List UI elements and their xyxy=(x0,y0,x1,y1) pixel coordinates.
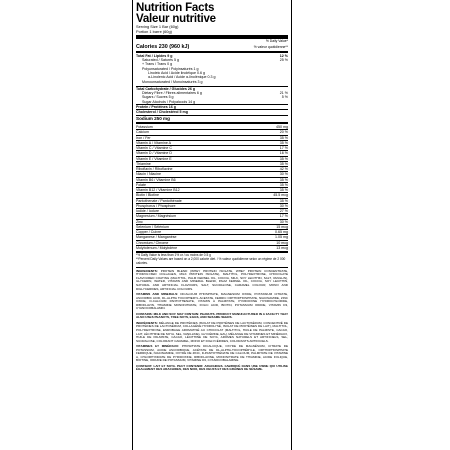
vitamin-name: Vitamin B12 / Vitamine B12 xyxy=(136,188,180,193)
carb-row-pct xyxy=(266,100,288,104)
vitamin-row xyxy=(136,135,288,140)
vitamin-name: Magnesium / Magnésium xyxy=(136,214,177,219)
vitamin-row xyxy=(136,198,288,203)
vitamin-name: Potassium xyxy=(136,125,153,130)
serving-size-fr: Portion 1 barre (60g) xyxy=(136,28,172,34)
fat-row-name: Polyunsaturated / Polyinsaturés 1 g xyxy=(142,66,199,71)
fat-row-name: α-Linolenic Acid / Acide α-linolénique 0.3 g xyxy=(148,75,216,80)
fat-row-pct: 12 % xyxy=(279,53,288,58)
nutrition-label xyxy=(132,0,292,450)
fat-row-name: Total Fat / Lipides 9 g xyxy=(136,53,173,58)
calories-row xyxy=(136,44,288,50)
vitamin-value: 35 % xyxy=(279,177,288,182)
ingredients-en-heading: INGREDIENTS: xyxy=(136,268,158,273)
vitamin-name: Zinc xyxy=(136,219,143,224)
vitamins-en-text: DICALCIUM PHOSPHATE, MAGNESIUM OXIDE, POTASSIUM CITRATE, ASCORBIC ACID, DL-ALPHA TOCOPHERYL ACETATE, FERRIC ORTHOPHOSPHATE, NIACINAMIDE, ZINC OXIDE, D-CALCIUM PANTOTHENATE, VITAMIN A PALMITATE, PYRIDOXINE HYDROCHLORIDE, RIBOFLAVIN, THIAMINE MONONITRATE, FOLIC ACID, BIOTIN, POTASSIUM IODIDE, VITAMIN D3, CYANOCOBALAMIN. xyxy=(136,292,288,311)
vitamin-name: Folate xyxy=(136,182,146,187)
vitamin-value: 10 mcg xyxy=(276,240,288,245)
vitamin-row xyxy=(136,166,288,171)
vitamin-name: Pantothenate / Pantothénate xyxy=(136,198,182,203)
vitamins-fr xyxy=(136,345,288,363)
vitamin-row xyxy=(136,150,288,155)
vitamin-name: Chromium / Chrome xyxy=(136,240,169,245)
vitamin-row xyxy=(136,208,288,213)
fat-row-name: Monounsaturated / Monoinsaturés 3 g xyxy=(142,79,203,84)
vitamin-value: 35 % xyxy=(279,135,288,140)
vitamin-value: 35 % xyxy=(279,188,288,193)
vitamin-value: 35 % xyxy=(279,140,288,145)
vitamins-en xyxy=(136,293,288,311)
vitamin-value: 42 % xyxy=(279,167,288,172)
vitamin-name: Selenium / Sélénium xyxy=(136,224,169,229)
vitamin-row xyxy=(136,224,288,229)
vitamin-value: 30 % xyxy=(279,203,288,208)
vitamin-value: 45.5 mcg xyxy=(273,193,288,198)
calories-label: Calories 230 (960 kJ) xyxy=(136,43,190,50)
vitamin-value: 35 % xyxy=(279,156,288,161)
dv-header-en: % Daily Value* xyxy=(265,39,288,43)
footnote-2: **Percent Daily Values are based on a 2,000 calorie diet. / % valeur quotidienne selon un régime de 2 000 calories. xyxy=(136,256,286,265)
vitamin-row xyxy=(136,203,288,208)
vitamin-value: 13 mcg xyxy=(276,245,288,250)
cholesterol-row xyxy=(136,110,288,114)
vitamin-row xyxy=(136,171,288,176)
vitamin-value: 30 % xyxy=(279,219,288,224)
vitamin-name: Riboflavin / Riboflavine xyxy=(136,167,173,172)
vitamin-name: Vitamin B6 / Vitamine B6 xyxy=(136,177,176,182)
vitamin-value: 27 % xyxy=(279,209,288,214)
vitamin-row xyxy=(136,229,288,234)
vitamin-row xyxy=(136,187,288,192)
vitamin-value: 35 % xyxy=(279,182,288,187)
ingredients-fr-text: MÉLANGE DE PROTÉINES (ISOLAT DE PROTÉINES DE LACTOSÉRUM, CONCENTRÉ DE PROTÉINES DE LACTOSÉRUM, COLLAGÈNE HYDROLYSÉ, ISOLAT DE PROTÉINES DE LAIT), MALTITOL, POLYDEXTROSE, ENROBAGE AROMATISÉ AU CHOCOLAT (MALTITOL, HUILE DE PALMISTE, CACAO, LAIT, LÉCITHINE DE SOYA, SEL, VANILLINE), GLYCÉRINE, EAU, MÉLANGE DE VITAMINES ET MINÉRAUX, HUILE DE PALMISTE, CACAO, LÉCITHINE DE SOYA, ARÔMES NATURELS ET ARTIFICIELS, SEL, SUCRALOSE, COLORANT CARAMEL, MONO ET DIGLYCÉRIDES, COLORANTS ARTIFICIELS. xyxy=(136,320,288,343)
carb-row-name: Total Carbohydrate / Glucides 26 g xyxy=(136,86,196,91)
vitamin-value: 30 % xyxy=(279,172,288,177)
vitamins-fr-text: PHOSPHATE DICALCIQUE, OXYDE DE MAGNÉSIUM, CITRATE DE POTASSIUM, ACIDE ASCORBIQUE, ACÉTATE DE DL-ALPHA-TOCOPHÉRYLE, ORTHOPHOSPHATE FERRIQUE, NIACINAMIDE, OXYDE DE ZINC, D-PANTOTHÉNATE DE CALCIUM, PALMITATE DE VITAMINE A, CHLORHYDRATE DE PYRIDOXINE, RIBOFLAVINE, MONONITRATE DE THIAMINE, ACIDE FOLIQUE, BIOTINE, IODURE DE POTASSIUM, VITAMINE D3, CYANOCOBALAMINE. xyxy=(136,344,288,363)
vitamin-name: Thiamine xyxy=(136,161,151,166)
title-fr: Valeur nutritive xyxy=(136,13,216,25)
contains-fr: CONTIENT: LAIT ET SOYA. PEUT CONTENIR: ARACHIDES. FABRIQUÉ DANS UNE USINE QUI UTILISE ÉGALEMENT DES ARACHIDES, DES NOIX, DES OEUFS ET DES GRAINES DE SÉSAME. xyxy=(136,363,288,372)
vitamin-row xyxy=(136,156,288,161)
protein-label: Protein / Protéines 16 g xyxy=(136,105,176,110)
divider-medium-2 xyxy=(136,122,288,124)
vitamin-value: 17 % xyxy=(279,146,288,151)
vitamin-value: 16 % xyxy=(279,151,288,156)
vitamin-name: Phosphorus / Phosphore xyxy=(136,203,176,208)
vitamin-row xyxy=(136,192,288,197)
vitamins-fr-heading: VITAMINES ET MINÉRAUX: xyxy=(136,344,180,349)
carb-row xyxy=(136,100,288,104)
vitamin-name: Iron / Fer xyxy=(136,135,151,140)
vitamin-value: 450 mg xyxy=(276,125,288,130)
vitamin-name: Calcium xyxy=(136,130,149,135)
vitamin-value: 35 % xyxy=(279,161,288,166)
fat-row-name: Linoleic Acid / Acide linoléique 0.6 g xyxy=(148,70,205,75)
vitamin-name: Vitamin A / Vitamine A xyxy=(136,140,172,145)
vitamin-name: Vitamin C / Vitamine C xyxy=(136,146,173,151)
vitamin-value: 15 mcg xyxy=(276,224,288,229)
vitamin-row xyxy=(136,125,288,129)
ingredients-en-text: PROTEIN BLEND (WHEY PROTEIN ISOLATE, WHEY PROTEIN CONCENTRATE, HYDROLYZED COLLAGEN, MILK PROTEIN ISOLATE), MALTITOL, POLYDEXTROSE, CHOCOLATE FLAVOURED COATING (MALTITOL, PALM KERNEL OIL, COCOA, MILK, SOY LECITHIN, SALT, VANILLIN), GLYCERIN, WATER, VITAMIN AND MINERAL BLEND, PALM KERNEL OIL, COCOA, SOY LECITHIN, NATURAL AND ARTIFICIAL FLAVOURS, SALT, SUCRALOSE, CARAMEL COLOUR, MONO AND DIGLYCERIDES, ARTIFICIAL COLOURS. xyxy=(136,268,288,291)
vitamin-row xyxy=(136,182,288,187)
vitamin-name: Niacin / Niacine xyxy=(136,172,161,177)
carb-row-pct: 5 % xyxy=(281,95,288,100)
dv-header-fr: % valeur quotidienne** xyxy=(253,45,288,49)
vitamin-row xyxy=(136,140,288,145)
vitamin-value: 1.05 mg xyxy=(275,235,288,240)
serving-size-en: Serving Size 1 Bar (60g) xyxy=(136,24,179,29)
fat-row-pct: 25 % xyxy=(279,58,288,63)
vitamin-row xyxy=(136,245,288,250)
ingredients-fr-heading: INGRÉDIENTS: xyxy=(136,320,158,325)
cholesterol-label: Cholesterol / Cholestérol 5 mg xyxy=(136,110,188,115)
vitamin-name: Copper / Cuivre xyxy=(136,230,162,235)
vitamin-value: 17 % xyxy=(279,214,288,219)
vitamin-value: 35 % xyxy=(279,198,288,203)
ingredients-en xyxy=(136,270,288,291)
protein-row xyxy=(136,105,288,109)
vitamin-row xyxy=(136,234,288,239)
fat-row-name: Saturated / Saturés 5 g xyxy=(142,58,179,63)
fat-row-name: + Trans / Trans 0 g xyxy=(142,62,173,67)
vitamins-en-heading: VITAMINS AND MINERALS: xyxy=(136,292,179,297)
vitamin-name: Vitamin D / Vitamine D xyxy=(136,151,173,156)
fat-row xyxy=(136,80,288,84)
carb-row-name: Dietary Fibre / Fibres alimentaires 6 g xyxy=(142,91,202,96)
vitamin-name: Vitamin E / Vitamine E xyxy=(136,156,172,161)
carb-row-pct: 21 % xyxy=(279,91,288,96)
vitamin-row xyxy=(136,213,288,218)
vitamin-name: Manganese / Manganèse xyxy=(136,235,177,240)
vitamin-row xyxy=(136,177,288,182)
vitamin-value: 20 % xyxy=(279,130,288,135)
sodium-row: Sodium 250 mg xyxy=(136,115,170,121)
fat-row-pct xyxy=(266,80,288,84)
fat-section xyxy=(136,54,288,84)
vitamin-row xyxy=(136,161,288,166)
vitamin-row xyxy=(136,145,288,150)
vitamin-row xyxy=(136,219,288,224)
contains-en: CONTAINS: MILK AND SOY. MAY CONTAIN: PEANUTS. PRODUCT MANUFACTURED IN A FACILITY THAT ALSO USES PEANUTS, TREE NUTS, EGGS, AND SESAME SEEDS. xyxy=(136,311,288,320)
vitamin-row xyxy=(136,240,288,245)
divider-medium xyxy=(136,51,288,53)
vitamin-name: Iodide / Iodure xyxy=(136,209,159,214)
footnote-1: *% Daily Value is less than 1% or / ou moins de 0.5 g xyxy=(136,253,211,258)
carb-row-name: Sugar Alcohols / Polyalcools 14 g xyxy=(142,99,196,104)
ingredients-fr xyxy=(136,322,288,343)
vitamin-name: Molybdenum / Molybdène xyxy=(136,245,178,250)
carb-section xyxy=(136,87,288,104)
vitamin-row xyxy=(136,129,288,134)
title-en: Nutrition Facts xyxy=(136,2,215,14)
vitamin-mineral-table xyxy=(136,125,288,250)
vitamin-name: Biotin / Biotine xyxy=(136,193,159,198)
vitamin-value: 0.65 mg xyxy=(275,230,288,235)
carb-row-name: Sugars / Sucres 5 g xyxy=(142,95,174,100)
